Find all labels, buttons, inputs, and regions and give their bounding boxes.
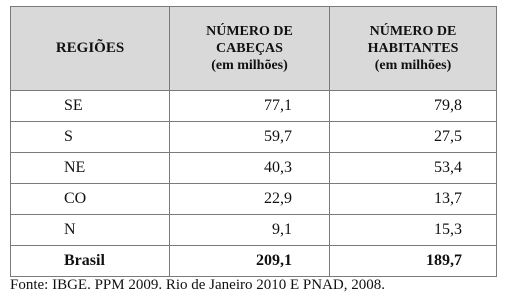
cell-habitantes: 53,4	[330, 153, 497, 184]
cell-total-cabecas: 209,1	[170, 246, 330, 277]
cell-cabecas: 77,1	[170, 91, 330, 122]
header-regioes-label: REGIÕES	[55, 40, 125, 56]
header-cabecas-unit: (em milhões)	[211, 58, 288, 73]
cell-regiao: S	[11, 122, 170, 153]
header-habitantes-line2: HABITANTES	[367, 41, 459, 56]
cell-regiao: CO	[11, 184, 170, 215]
table-row	[11, 215, 497, 246]
cell-regiao: NE	[11, 153, 170, 184]
cell-regiao: SE	[11, 91, 170, 122]
source-caption: Fonte: IBGE. PPM 2009. Rio de Janeiro 2010 E PNAD, 2008.	[10, 277, 385, 293]
cell-cabecas: 40,3	[170, 153, 330, 184]
cell-habitantes: 27,5	[330, 122, 497, 153]
table-row	[11, 91, 497, 122]
header-row	[11, 7, 497, 91]
cell-regiao: N	[11, 215, 170, 246]
header-cabecas-line1: NÚMERO DE	[206, 24, 293, 39]
total-row	[11, 246, 497, 277]
header-regioes	[11, 7, 170, 91]
cell-cabecas: 59,7	[170, 122, 330, 153]
cell-total-regiao: Brasil	[11, 246, 170, 277]
table-container	[10, 6, 496, 277]
header-numero-cabecas	[170, 7, 330, 91]
cell-cabecas: 22,9	[170, 184, 330, 215]
cell-cabecas: 9,1	[170, 215, 330, 246]
cell-habitantes: 13,7	[330, 184, 497, 215]
table-row	[11, 184, 497, 215]
cell-habitantes: 15,3	[330, 215, 497, 246]
table-row	[11, 153, 497, 184]
cell-habitantes: 79,8	[330, 91, 497, 122]
table-row	[11, 122, 497, 153]
header-cabecas-line2: CABEÇAS	[216, 41, 283, 56]
data-table	[10, 6, 497, 277]
cell-total-habitantes: 189,7	[330, 246, 497, 277]
header-habitantes-line1: NÚMERO DE	[369, 24, 457, 39]
header-habitantes-unit: (em milhões)	[374, 58, 452, 73]
header-numero-habitantes	[330, 7, 497, 91]
